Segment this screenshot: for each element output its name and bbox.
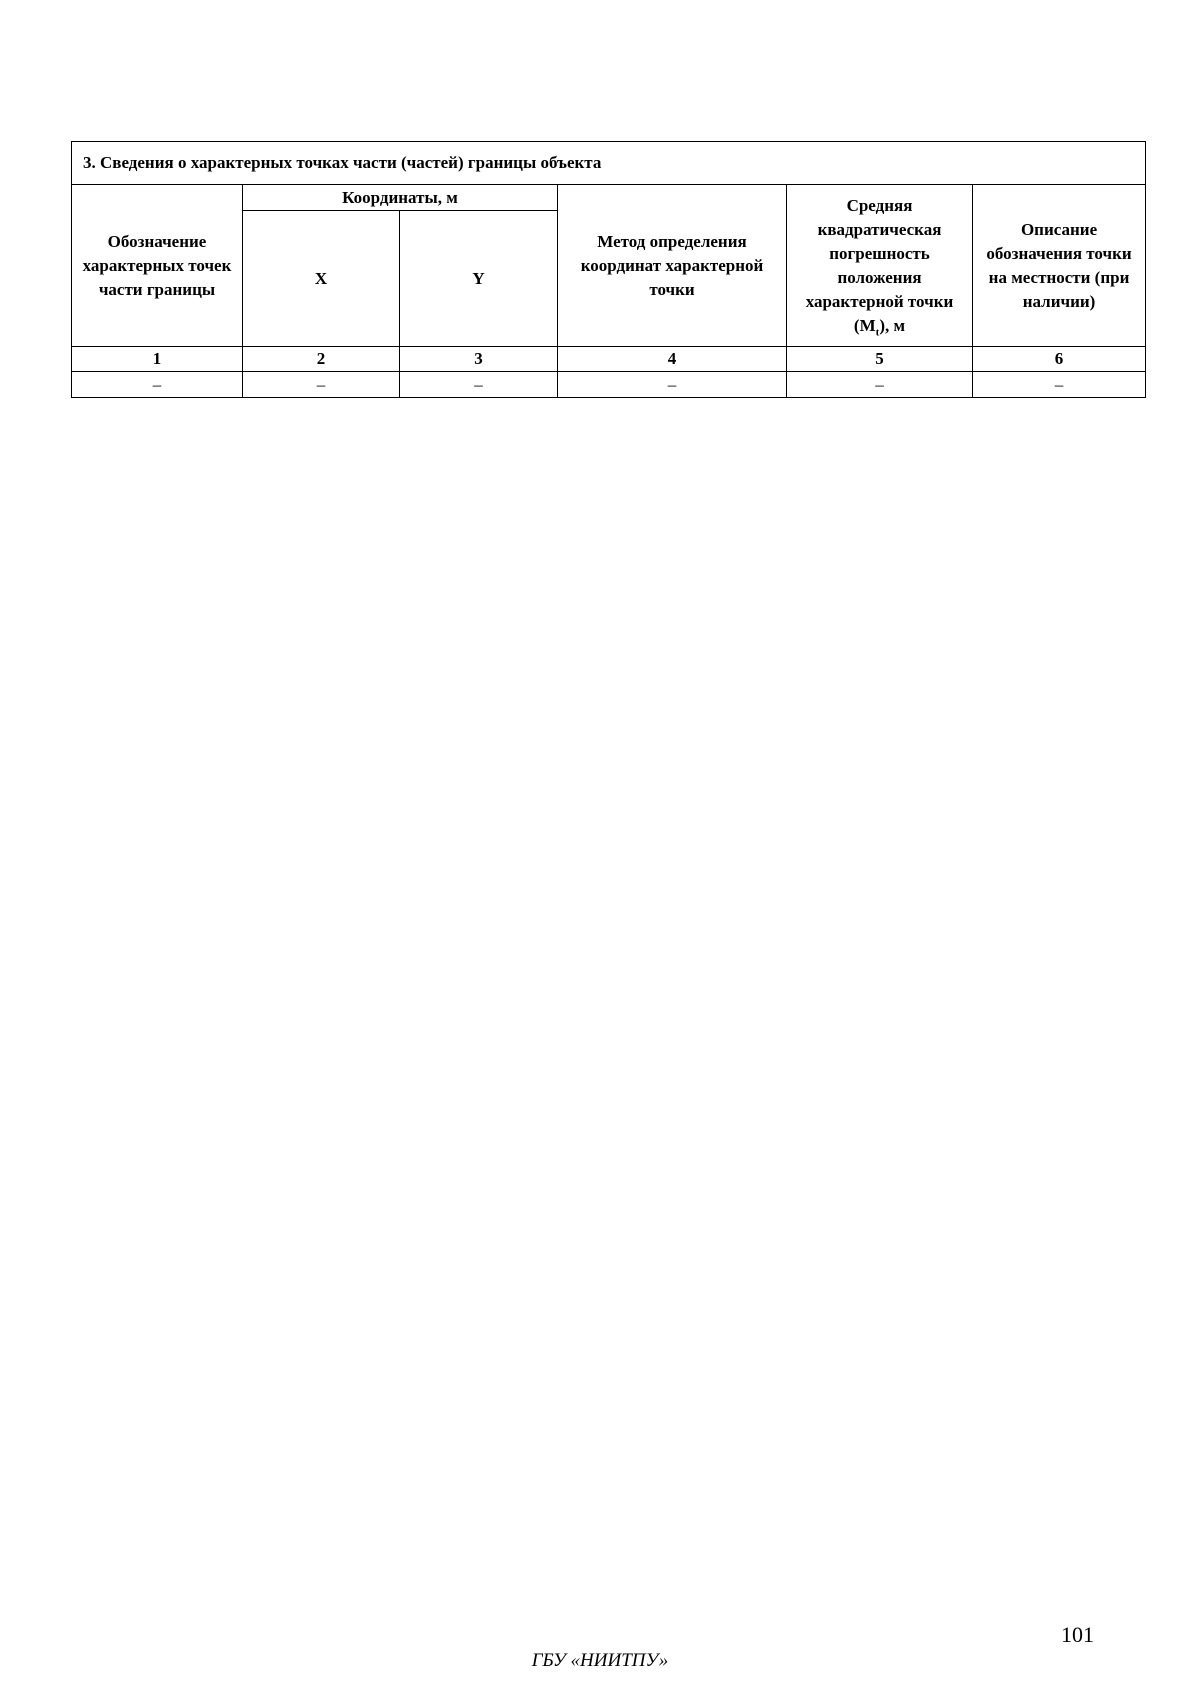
header-error-subscript: t: [875, 325, 880, 338]
table-cell: –: [243, 372, 400, 398]
column-number: 1: [72, 347, 243, 372]
column-number: 3: [400, 347, 558, 372]
table-title: 3. Сведения о характерных точках части (частей) границы объекта: [72, 142, 1146, 185]
header-coordinates: Координаты, м: [243, 185, 558, 211]
header-error: [787, 185, 973, 347]
header-y: Y: [400, 211, 558, 347]
column-number: 6: [973, 347, 1146, 372]
table-cell: –: [72, 372, 243, 398]
table-cell: –: [400, 372, 558, 398]
header-x: X: [243, 211, 400, 347]
page-number: 101: [1061, 1622, 1094, 1647]
header-error-main: Средняя квадратическая погрешность положения характерной точки (M: [805, 195, 954, 335]
column-number-row: [72, 347, 1146, 372]
table-cell: –: [558, 372, 787, 398]
table-cell: –: [787, 372, 973, 398]
column-number: 4: [558, 347, 787, 372]
header-description: Описание обозначения точки на местности (при наличии): [973, 185, 1146, 347]
footer-organization: ГБУ «НИИТПУ»: [531, 1650, 669, 1671]
points-table: [71, 141, 1146, 398]
column-number: 5: [787, 347, 973, 372]
header-method: Метод определения координат характерной точки: [558, 185, 787, 347]
header-error-tail: ), м: [879, 315, 906, 335]
column-number: 2: [243, 347, 400, 372]
header-designation: Обозначение характерных точек части границы: [72, 185, 243, 347]
table-row: [72, 372, 1146, 398]
table-cell: –: [973, 372, 1146, 398]
